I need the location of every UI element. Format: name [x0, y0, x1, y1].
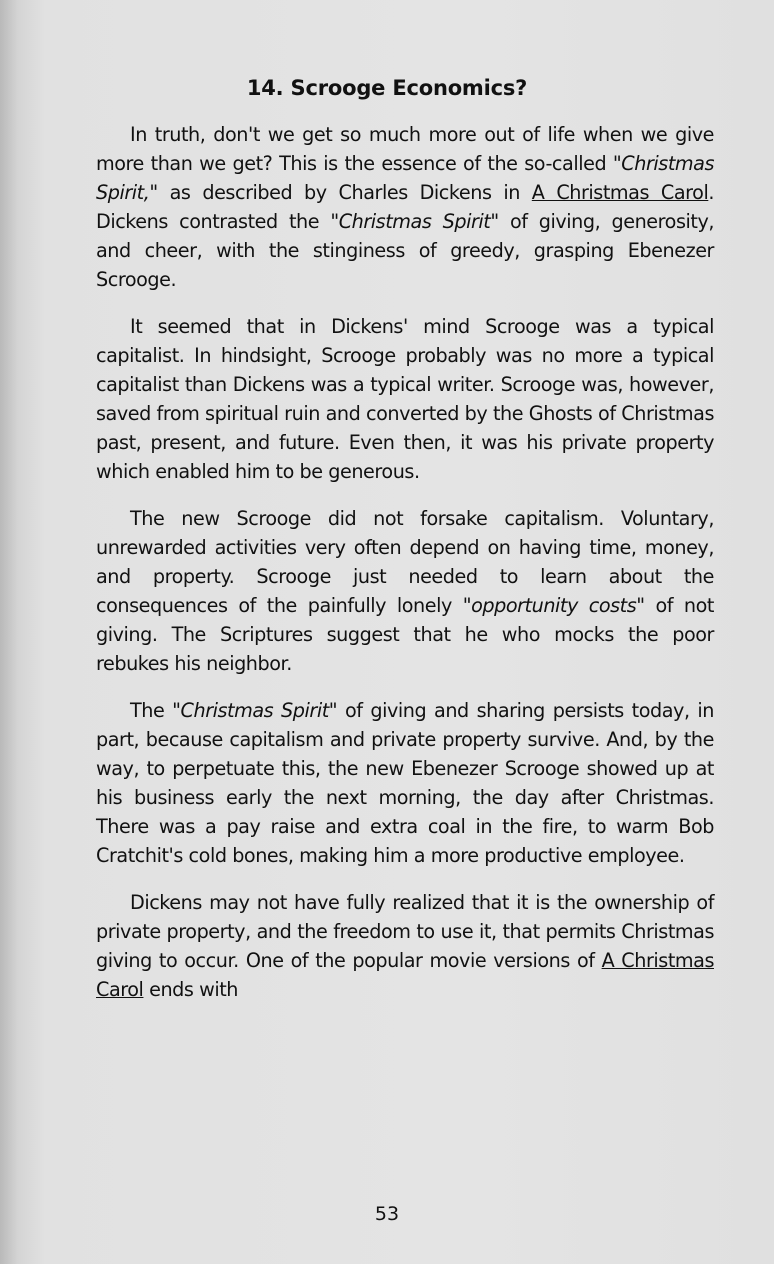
text-segment: . Dickens contrasted the [96, 181, 714, 233]
paragraph-4 [96, 696, 714, 870]
text-segment: of giving and sharing persists today, in part, because capitalism and private property survive. And, by the way, to perpetuate this, the new Ebenezer Scrooge showed up at his business early the next morning, the day after Christmas. There was a pay raise and extra coal in the fire, to warm Bob Cratchit's cold bones, making him a more productive employee. [96, 699, 714, 867]
italic-text: "Christmas Spirit" [172, 699, 338, 722]
italic-text: "opportunity costs" [462, 594, 645, 617]
text-segment: The new Scrooge did not forsake capitalism. Voluntary, unrewarded activities very often depend on having time, money, and property. Scrooge just needed to learn about the consequences of the painfully lonely [96, 507, 714, 617]
text-segment: ends with [143, 978, 239, 1001]
book-title-underlined: A Christmas Carol [531, 181, 709, 204]
chapter-title: 14. Scrooge Economics? [246, 76, 528, 101]
body-text [96, 120, 714, 1022]
text-segment: of giving, generosity, and cheer, with the stinginess of greedy, grasping Ebenezer Scrooge. [96, 210, 714, 291]
text-segment: The [130, 699, 173, 722]
text-segment: Dickens may not have fully realized that it is the ownership of private property, and the freedom to use it, that permits Christmas giving to occur. One of the popular movie versions of [96, 891, 714, 972]
paragraph-3 [96, 504, 714, 678]
book-title-underlined: A Christmas Carol [96, 949, 714, 1001]
paragraph-1 [96, 120, 714, 294]
text-segment: of not giving. The Scriptures suggest that he who mocks the poor rebukes his neighbor. [96, 594, 714, 675]
italic-text: "Christmas Spirit," [96, 152, 714, 204]
paragraph-5 [96, 888, 714, 1004]
paragraph-2 [96, 312, 714, 486]
text-segment: In truth, don't we get so much more out of life when we give more than we get? This is the essence of the so-called [96, 123, 714, 175]
text-segment: as described by Charles Dickens in [157, 181, 532, 204]
italic-text: "Christmas Spirit" [330, 210, 499, 233]
text-segment: It seemed that in Dickens' mind Scrooge was a typical capitalist. In hindsight, Scrooge probably was no more a typical capitalist than Dickens was a typical writer. Scrooge was, however, saved from spiritual ruin and converted by the Ghosts of Christmas past, present, and future. Even then, it was his private property which enabled him to be generous. [96, 315, 714, 483]
page-number: 53 [374, 1203, 400, 1225]
